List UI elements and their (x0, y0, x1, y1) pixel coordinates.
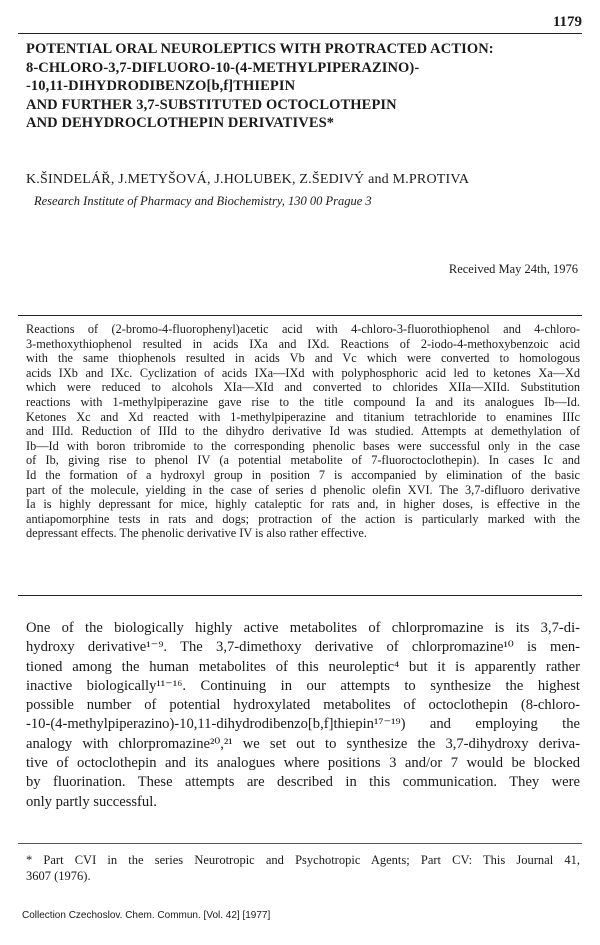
footnote-rule (18, 843, 582, 844)
abstract-line: depressant effects. The phenolic derivative IV is also rather effective. (26, 526, 367, 541)
abstract (26, 322, 580, 541)
author-list: K.ŠINDELÁŘ, J.METYŠOVÁ, J.HOLUBEK, Z.ŠEDIVÝ and M.PROTIVA (26, 172, 470, 187)
abstract-line: antiapomorphine tests in rats and dogs; protraction of the action is particularly marked with the (26, 511, 580, 526)
abstract-line: Ketones Xc and Xd reacted with 1-methylpiperazine and titanium tetrachloride to enamines IIIc (26, 409, 580, 424)
body-line: only partly successful. (26, 793, 157, 810)
article-title (26, 40, 580, 133)
received-date: Received May 24th, 1976 (448, 262, 578, 276)
affiliation: Research Institute of Pharmacy and Biochemistry, 130 00 Prague 3 (34, 194, 372, 208)
body-line: One of the biologically highly active metabolites of chlorpromazine is its 3,7-di- (26, 620, 580, 636)
body-line: by fluorination. These attempts are described in this communication. They were (26, 774, 580, 791)
title-line: -10,11-DIHYDRODIBENZO[b,f]THIEPIN (26, 78, 296, 94)
body-line: -10-(4-methylpiperazino)-10,11-dihydrodibenzo[b,f]thiepin¹⁷⁻¹⁹) and employing the (26, 716, 580, 733)
body-line: hydroxy derivative¹⁻⁹. The 3,7-dimethoxy derivative of chlorpromazine¹⁰ is men- (26, 639, 580, 656)
journal-footer: Collection Czechoslov. Chem. Commun. [Vol. 42] [1977] (22, 910, 271, 921)
footnote (26, 852, 580, 884)
footnote-line: * Part CVI in the series Neurotropic and Psychotropic Agents; Part CV: This Journal 41, (26, 853, 580, 867)
body-line: tive of octoclothepin and its analogues where positions 3 and/or 7 would be blocked (26, 755, 580, 772)
title-line: AND FURTHER 3,7-SUBSTITUTED OCTOCLOTHEPIN (26, 96, 397, 113)
abstract-line: Reactions of (2-bromo-4-fluorophenyl)acetic acid with 4-chloro-3-fluorothiophenol and 4-chloro- (26, 322, 580, 336)
body-line: inactive biologically¹¹⁻¹⁶. Continuing in our attempts to synthesize the highest (26, 677, 580, 694)
header-rule (18, 33, 582, 34)
abstract-line: 3-methoxythiophenol resulted in acids IXa and IXd. Reactions of 2-iodo-4-methoxybenzoic acid (26, 336, 580, 351)
abstract-line: part of the molecule, yielding in the case of series d phenolic olefin XVI. The 3,7-difluoro derivative (26, 482, 580, 497)
abstract-line: reactions with 1-methylpiperazine gave rise to the title compound Ia and its analogues Ib—Id. (26, 394, 580, 409)
body-line: tioned among the human metabolites of this neuroleptic⁴ but it is apparently rather (26, 658, 580, 675)
title-line: 8-CHLORO-3,7-DIFLUORO-10-(4-METHYLPIPERAZINO)- (26, 59, 420, 76)
abstract-line: acids IXb and IXc. Cyclization of acids IXa—IXd with polyphosphoric acid led to ketones Xa—Xd (26, 365, 580, 380)
abstract-line: Ia is highly depressant for mice, highly cataleptic for rats and, in higher doses, is effective in the (26, 497, 580, 512)
title-line: AND DEHYDROCLOTHEPIN DERIVATIVES* (26, 115, 335, 131)
abstract-line: of Ib, giving rise to phenol IV (a potential metabolite of 7-fluoroctoclothepin). In cases Ic and (26, 453, 580, 468)
abstract-line: Ib—Id with boron tribromide to the corresponding phenolic bases were successful only in the case (26, 438, 580, 453)
abstract-line: which were reduced to alcohols XIa—XId and converted to chlorides XIIa—XIId. Substitution (26, 380, 580, 395)
body-line: analogy with chlorpromazine²⁰,²¹ we set out to synthesize the 3,7-dihydroxy deriva- (26, 735, 580, 752)
body-line: possible number of potential hydroxylated metabolites of octoclothepin (8-chloro- (26, 697, 580, 714)
abstract-line: and IIId. Reduction of IIId to the dihydro derivative Id was studied. Attempts at demethylation of (26, 424, 580, 439)
title-line: POTENTIAL ORAL NEUROLEPTICS WITH PROTRACTED ACTION: (26, 41, 494, 57)
abstract-line: Id the formation of a hydroxyl group in position 7 is accompanied by elimination of the basic (26, 467, 580, 482)
abstract-rule-bottom (18, 595, 582, 596)
body-paragraph (26, 619, 580, 812)
footnote-line: 3607 (1976). (26, 869, 91, 883)
abstract-rule-top (18, 315, 582, 316)
page-number: 1179 (552, 14, 582, 30)
abstract-line: with the same thiophenols resulted in acids Vb and Vc which were converted to homologous (26, 351, 580, 366)
